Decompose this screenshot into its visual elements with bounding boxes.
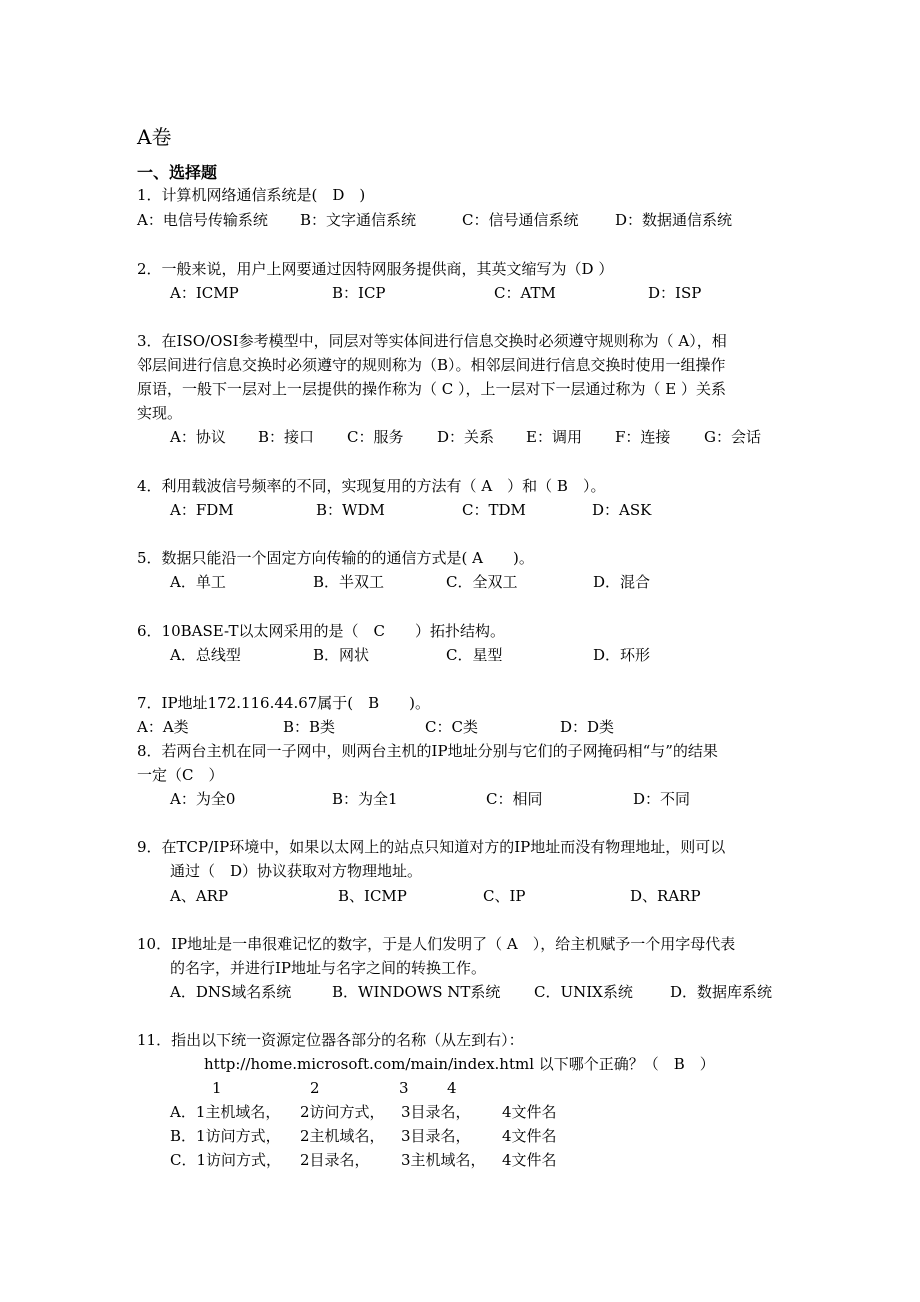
- question-7-stem: 7．IP地址172.116.44.67属于( B )。: [137, 694, 431, 712]
- option-d: D：ASK: [592, 501, 652, 519]
- question-3-line-3: 原语，一般下一层对上一层提供的操作称为（ C ），上一层对下一层通过称为（ E ）关系: [137, 380, 727, 398]
- option-part: A．1主机域名，: [170, 1103, 281, 1121]
- question-9-line-2: 通过（ D）协议获取对方物理地址。: [170, 862, 423, 880]
- option-part: 4文件名: [502, 1127, 557, 1145]
- part-number-1: 1: [212, 1079, 222, 1097]
- option-d: D．数据库系统: [670, 983, 773, 1001]
- option-d: D．混合: [593, 573, 651, 591]
- question-6-stem: 6．10BASE-T以太网采用的是（ C ）拓扑结构。: [137, 622, 506, 640]
- option-a: A：FDM: [170, 501, 234, 519]
- option-c: C：TDM: [462, 501, 526, 519]
- option-part: 4文件名: [502, 1103, 557, 1121]
- part-number-4: 4: [447, 1079, 457, 1097]
- option-part: 2目录名，: [300, 1151, 370, 1169]
- option-d: D、RARP: [630, 887, 701, 905]
- option-a: A：为全0: [170, 790, 236, 808]
- option-d: D．环形: [593, 646, 651, 664]
- option-part: C．1访问方式，: [170, 1151, 282, 1169]
- option-part: 3目录名，: [401, 1127, 471, 1145]
- option-part: 2访问方式，: [300, 1103, 385, 1121]
- option-a: A、ARP: [170, 887, 229, 905]
- option-part: B．1访问方式，: [170, 1127, 281, 1145]
- part-number-2: 2: [310, 1079, 320, 1097]
- option-b: B．WINDOWS NT系统: [332, 983, 501, 1001]
- question-5-stem: 5．数据只能沿一个固定方向传输的的通信方式是( A )。: [137, 549, 534, 567]
- question-11-url-line: http://home.microsoft.com/main/index.html 以下哪个正确？（ B ）: [204, 1055, 715, 1073]
- question-10-line-2: 的名字，并进行IP地址与名字之间的转换工作。: [170, 959, 487, 977]
- option-d: D：ISP: [648, 284, 702, 302]
- option-part: 3主机域名，: [401, 1151, 486, 1169]
- option-g: G：会话: [704, 428, 761, 446]
- option-c: C：ATM: [494, 284, 556, 302]
- option-a: A．单工: [170, 573, 226, 591]
- option-c: C．UNIX系统: [534, 983, 633, 1001]
- option-a: A：A类: [137, 718, 189, 736]
- question-9-line-1: 9．在TCP/IP环境中，如果以太网上的站点只知道对方的IP地址而没有物理地址，则可以: [137, 838, 726, 856]
- option-b: B、ICMP: [338, 887, 407, 905]
- page-title: A卷: [137, 125, 172, 149]
- option-c: C．全双工: [446, 573, 518, 591]
- question-3-line-2: 邻层间进行信息交换时必须遵守的规则称为（B）。相邻层间进行信息交换时使用一组操作: [137, 356, 726, 374]
- question-11-stem: 11．指出以下统一资源定位器各部分的名称（从左到右）：: [137, 1031, 524, 1049]
- option-d: D：数据通信系统: [615, 211, 733, 229]
- option-part: 3目录名，: [401, 1103, 471, 1121]
- option-b: B．网状: [313, 646, 370, 664]
- option-d: D：不同: [633, 790, 691, 808]
- option-c: C．星型: [446, 646, 503, 664]
- option-c: C、IP: [483, 887, 526, 905]
- option-b: B：B类: [283, 718, 336, 736]
- question-8-line-1: 8．若两台主机在同一子网中，则两台主机的IP地址分别与它们的子网掩码相“与”的结果: [137, 742, 718, 760]
- option-d: D：关系: [437, 428, 495, 446]
- option-part: 2主机域名，: [300, 1127, 385, 1145]
- question-1-stem: 1．计算机网络通信系统是( D ): [137, 186, 366, 204]
- option-a: A：协议: [170, 428, 226, 446]
- option-b: B：文字通信系统: [300, 211, 417, 229]
- option-a: A．DNS域名系统: [170, 983, 292, 1001]
- option-c: C：相同: [486, 790, 543, 808]
- option-c: C：服务: [347, 428, 404, 446]
- option-b: B：ICP: [332, 284, 386, 302]
- option-part: 4文件名: [502, 1151, 557, 1169]
- question-8-line-2: 一定（C ）: [137, 766, 224, 784]
- option-b: B：为全1: [332, 790, 398, 808]
- option-a: A：电信号传输系统: [137, 211, 268, 229]
- option-f: F：连接: [615, 428, 671, 446]
- option-b: B．半双工: [313, 573, 385, 591]
- section-heading: 一、选择题: [137, 163, 218, 182]
- option-c: C：C类: [425, 718, 478, 736]
- option-b: B：接口: [258, 428, 315, 446]
- option-a: A：ICMP: [170, 284, 239, 302]
- question-4-stem: 4．利用载波信号频率的不同，实现复用的方法有（ A ）和（ B ）。: [137, 477, 606, 495]
- option-c: C：信号通信系统: [462, 211, 579, 229]
- question-3-line-1: 3．在ISO/OSI参考模型中，同层对等实体间进行信息交换时必须遵守规则称为（ A），相: [137, 332, 727, 350]
- option-b: B：WDM: [316, 501, 385, 519]
- part-number-3: 3: [399, 1079, 409, 1097]
- question-10-line-1: 10．IP地址是一串很难记忆的数字，于是人们发明了（ A ），给主机赋予一个用字母代表: [137, 935, 736, 953]
- option-d: D：D类: [560, 718, 615, 736]
- option-e: E：调用: [526, 428, 582, 446]
- question-3-line-4: 实现。: [137, 404, 183, 422]
- option-a: A．总线型: [170, 646, 241, 664]
- question-2-stem: 2．一般来说，用户上网要通过因特网服务提供商，其英文缩写为（D ）: [137, 260, 614, 278]
